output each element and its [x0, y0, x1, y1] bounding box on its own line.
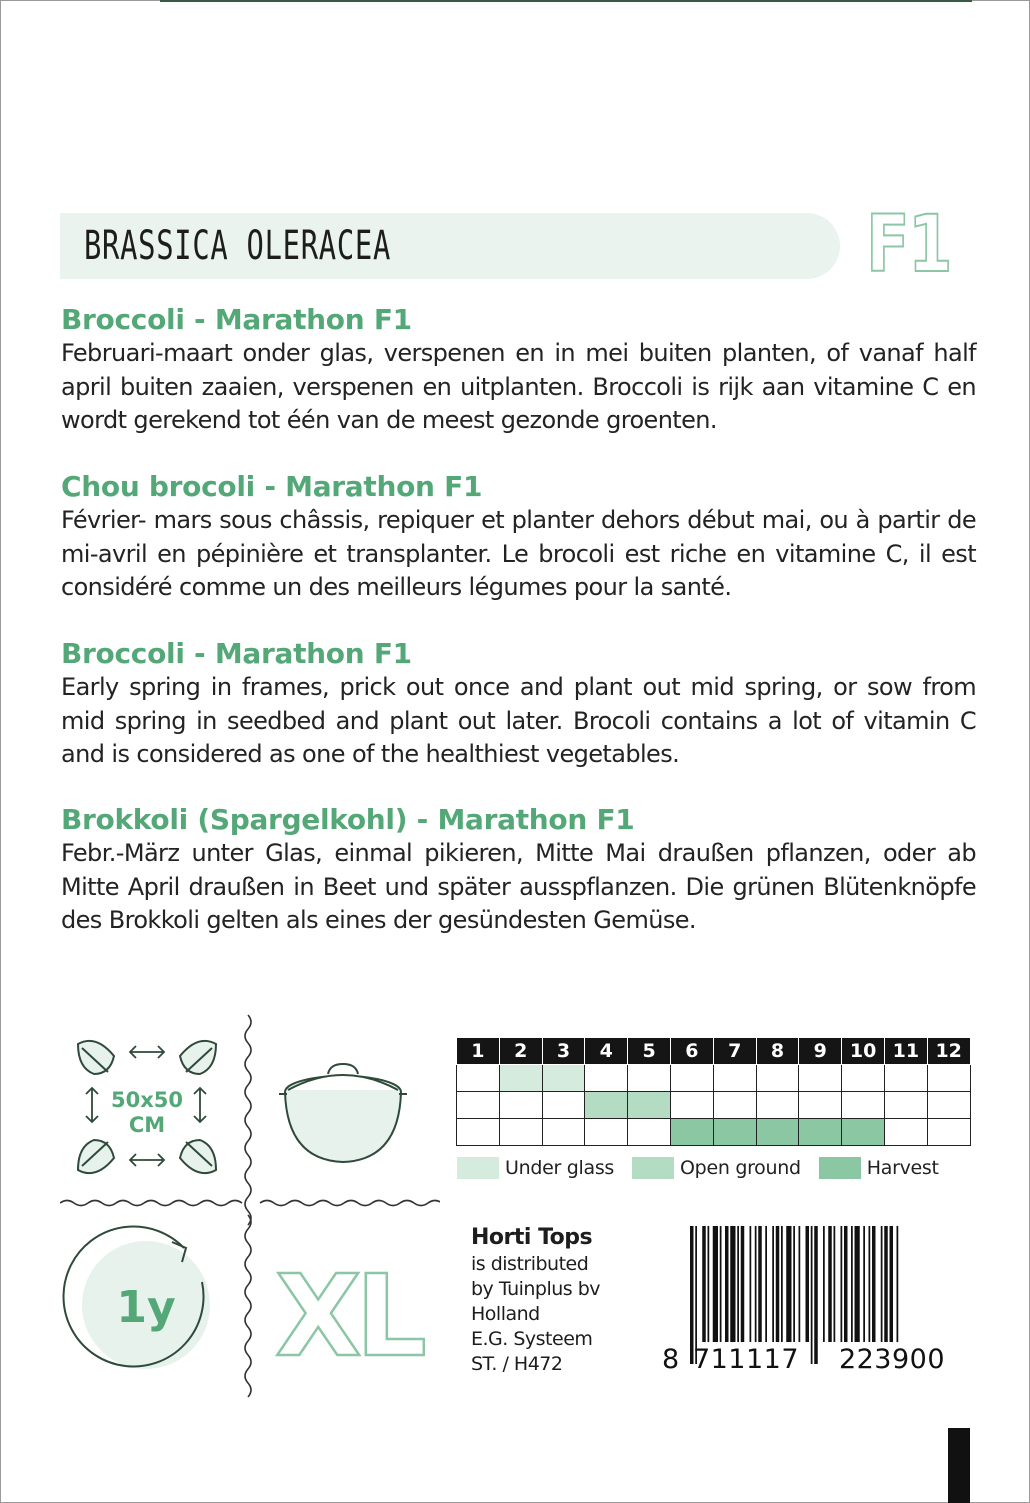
barcode-bar: [772, 1226, 774, 1342]
barcode-bar: [793, 1226, 795, 1342]
calendar-cell: [628, 1119, 671, 1146]
calendar-legend: [457, 1157, 957, 1179]
barcode-bar: [708, 1226, 710, 1342]
barcode-bar: [713, 1226, 718, 1342]
icon-panel: [60, 1010, 440, 1400]
latin-name: BRASSICA OLERACEA: [84, 223, 392, 269]
calendar-cell: [713, 1119, 756, 1146]
barcode-bar: [758, 1226, 762, 1342]
calendar-cell: [457, 1092, 500, 1119]
calendar-cell: [628, 1092, 671, 1119]
calendar-cell: [756, 1065, 799, 1092]
section-text: Februari-maart onder glas, verspenen en in mei buiten planten, of vanaf half april buiten zaaien, verspenen en uitplanten. Broccoli is rijk aan vitamine C en wordt gerekend tot één van de meest gezonde groenten.: [61, 339, 976, 434]
calendar-cell: [713, 1092, 756, 1119]
barcode-bar: [869, 1226, 871, 1342]
packet-edge-mark: [948, 1428, 970, 1503]
barcode-bar: [834, 1226, 836, 1342]
calendar-cell: [628, 1065, 671, 1092]
calendar-cell: [799, 1065, 842, 1092]
calendar-cell: [457, 1119, 500, 1146]
legend-swatch-open-ground: [632, 1157, 674, 1179]
calendar-row: [457, 1092, 971, 1119]
barcode-bar: [897, 1226, 899, 1342]
barcode-bar: [823, 1226, 825, 1342]
cooking-pot-icon: [279, 1064, 407, 1162]
calendar-cell: [499, 1119, 542, 1146]
wavy-divider-vertical: [245, 1215, 251, 1397]
barcode-bar: [814, 1226, 818, 1364]
wavy-divider-horizontal: [60, 1201, 242, 1206]
calendar-cell: [884, 1092, 927, 1119]
calendar-row: [457, 1119, 971, 1146]
legend-label: Harvest: [866, 1157, 939, 1179]
calendar-cell: [713, 1065, 756, 1092]
distributor-line: is distributed: [471, 1253, 589, 1275]
barcode-first-digit: 8: [662, 1344, 680, 1374]
month-header: 11: [884, 1038, 927, 1065]
barcode-bar: [844, 1226, 848, 1342]
f1-hybrid-badge: F1: [866, 200, 951, 290]
calendar-cell: [457, 1065, 500, 1092]
calendar-cell: [670, 1092, 713, 1119]
barcode-bar: [776, 1226, 780, 1342]
barcode-bar: [811, 1226, 813, 1364]
barcode-bar: [884, 1226, 888, 1342]
barcode-bar: [786, 1226, 791, 1342]
section-title: Broccoli - Marathon F1: [61, 303, 412, 336]
distributor-line: Holland: [471, 1303, 540, 1325]
calendar-cell: [842, 1065, 885, 1092]
legend-label: Open ground: [680, 1157, 801, 1179]
calendar-cell: [884, 1065, 927, 1092]
legend-label: Under glass: [505, 1157, 615, 1179]
section-title: Brokkoli (Spargelkohl) - Marathon F1: [61, 803, 635, 836]
barcode-bar: [730, 1226, 735, 1342]
legend-swatch-harvest: [819, 1157, 861, 1179]
wavy-divider-horizontal: [260, 1201, 440, 1206]
section-english: [61, 637, 976, 772]
calendar-cell: [756, 1092, 799, 1119]
calendar-cell: [542, 1065, 585, 1092]
calendar-cell: [499, 1065, 542, 1092]
section-title: Broccoli - Marathon F1: [61, 637, 412, 670]
month-header: 1: [457, 1038, 500, 1065]
ean-barcode: [662, 1226, 972, 1374]
barcode-bar: [799, 1226, 801, 1342]
lifecycle-value: 1y: [116, 1282, 176, 1333]
barcode-left-digits: 711117: [692, 1344, 800, 1374]
wavy-divider-vertical: [245, 1015, 251, 1225]
month-header: 5: [628, 1038, 671, 1065]
calendar-row: [457, 1065, 971, 1092]
barcode-right-digits: 223900: [838, 1344, 946, 1374]
month-header: 2: [499, 1038, 542, 1065]
barcode-bar: [863, 1226, 865, 1342]
month-header: 12: [927, 1038, 970, 1065]
calendar-cell: [542, 1119, 585, 1146]
size-value: XL: [275, 1252, 421, 1382]
calendar-cell: [927, 1065, 970, 1092]
sowing-calendar: [456, 1037, 971, 1146]
barcode-bar: [725, 1226, 729, 1342]
calendar-cell: [927, 1119, 970, 1146]
barcode-bar: [737, 1226, 739, 1342]
barcode-bar: [851, 1226, 853, 1342]
calendar-cell: [542, 1092, 585, 1119]
distributor-line: E.G. Systeem: [471, 1328, 593, 1350]
calendar-cell: [670, 1065, 713, 1092]
month-header: 6: [670, 1038, 713, 1065]
barcode-bar: [841, 1226, 843, 1342]
barcode-bar: [828, 1226, 832, 1342]
section-text: Febr.-März unter Glas, einmal pikieren, Mitte Mai draußen pflanzen, oder ab Mitte April draußen in Beet und später ausspflanzen. Die grünen Blütenknöpfe des Brokkoli gelten als eines der gesündesten Gemüse.: [61, 839, 976, 934]
month-header: 9: [799, 1038, 842, 1065]
section-french: [61, 470, 976, 605]
barcode-bar: [702, 1226, 706, 1342]
legend-swatch-under-glass: [457, 1157, 499, 1179]
section-text: Février- mars sous châssis, repiquer et planter dehors début mai, ou à partir de mi-avril en pépinière et transplanter. Le brocoli est riche en vitamine C, il est considéré comme un des meilleurs légumes pour la santé.: [61, 506, 976, 601]
calendar-cell: [927, 1092, 970, 1119]
spacing-value: 50x50: [111, 1088, 183, 1112]
barcode-bar: [741, 1226, 745, 1342]
calendar-cell: [842, 1092, 885, 1119]
month-header: 7: [713, 1038, 756, 1065]
month-header: 4: [585, 1038, 628, 1065]
distributor-line: ST. / H472: [471, 1353, 563, 1375]
top-rule: [160, 0, 972, 2]
barcode-bar: [765, 1226, 767, 1342]
calendar-cell: [799, 1119, 842, 1146]
calendar-cell: [884, 1119, 927, 1146]
section-title: Chou brocoli - Marathon F1: [61, 470, 483, 503]
barcode-bar: [720, 1226, 722, 1342]
section-german: [61, 803, 976, 938]
barcode-bar: [755, 1226, 757, 1342]
spacing-unit: CM: [128, 1113, 166, 1137]
section-dutch: [61, 303, 976, 438]
calendar-cell: [756, 1119, 799, 1146]
calendar-cell: [585, 1065, 628, 1092]
barcode-bar: [890, 1226, 894, 1342]
barcode-bar: [872, 1226, 876, 1342]
month-header: 3: [542, 1038, 585, 1065]
distributor-info: [471, 1224, 600, 1377]
calendar-cell: [842, 1119, 885, 1146]
section-text: Early spring in frames, prick out once and plant out mid spring, or sow from mid spring in seedbed and plant out later. Brocoli contains a lot of vitamin C and is considered as one of the healthiest vegetables.: [61, 673, 976, 768]
barcode-bar: [806, 1226, 810, 1342]
calendar-cell: [585, 1092, 628, 1119]
barcode-bar: [750, 1226, 752, 1342]
calendar-cell: [670, 1119, 713, 1146]
brand-name: Horti Tops: [471, 1225, 593, 1250]
month-header: 8: [756, 1038, 799, 1065]
barcode-bar: [855, 1226, 860, 1342]
calendar-cell: [799, 1092, 842, 1119]
calendar-cell: [585, 1119, 628, 1146]
month-header: 10: [842, 1038, 885, 1065]
barcode-bar: [881, 1226, 883, 1342]
calendar-cell: [499, 1092, 542, 1119]
barcode-bar: [781, 1226, 783, 1342]
distributor-line: by Tuinplus bv: [471, 1278, 601, 1300]
